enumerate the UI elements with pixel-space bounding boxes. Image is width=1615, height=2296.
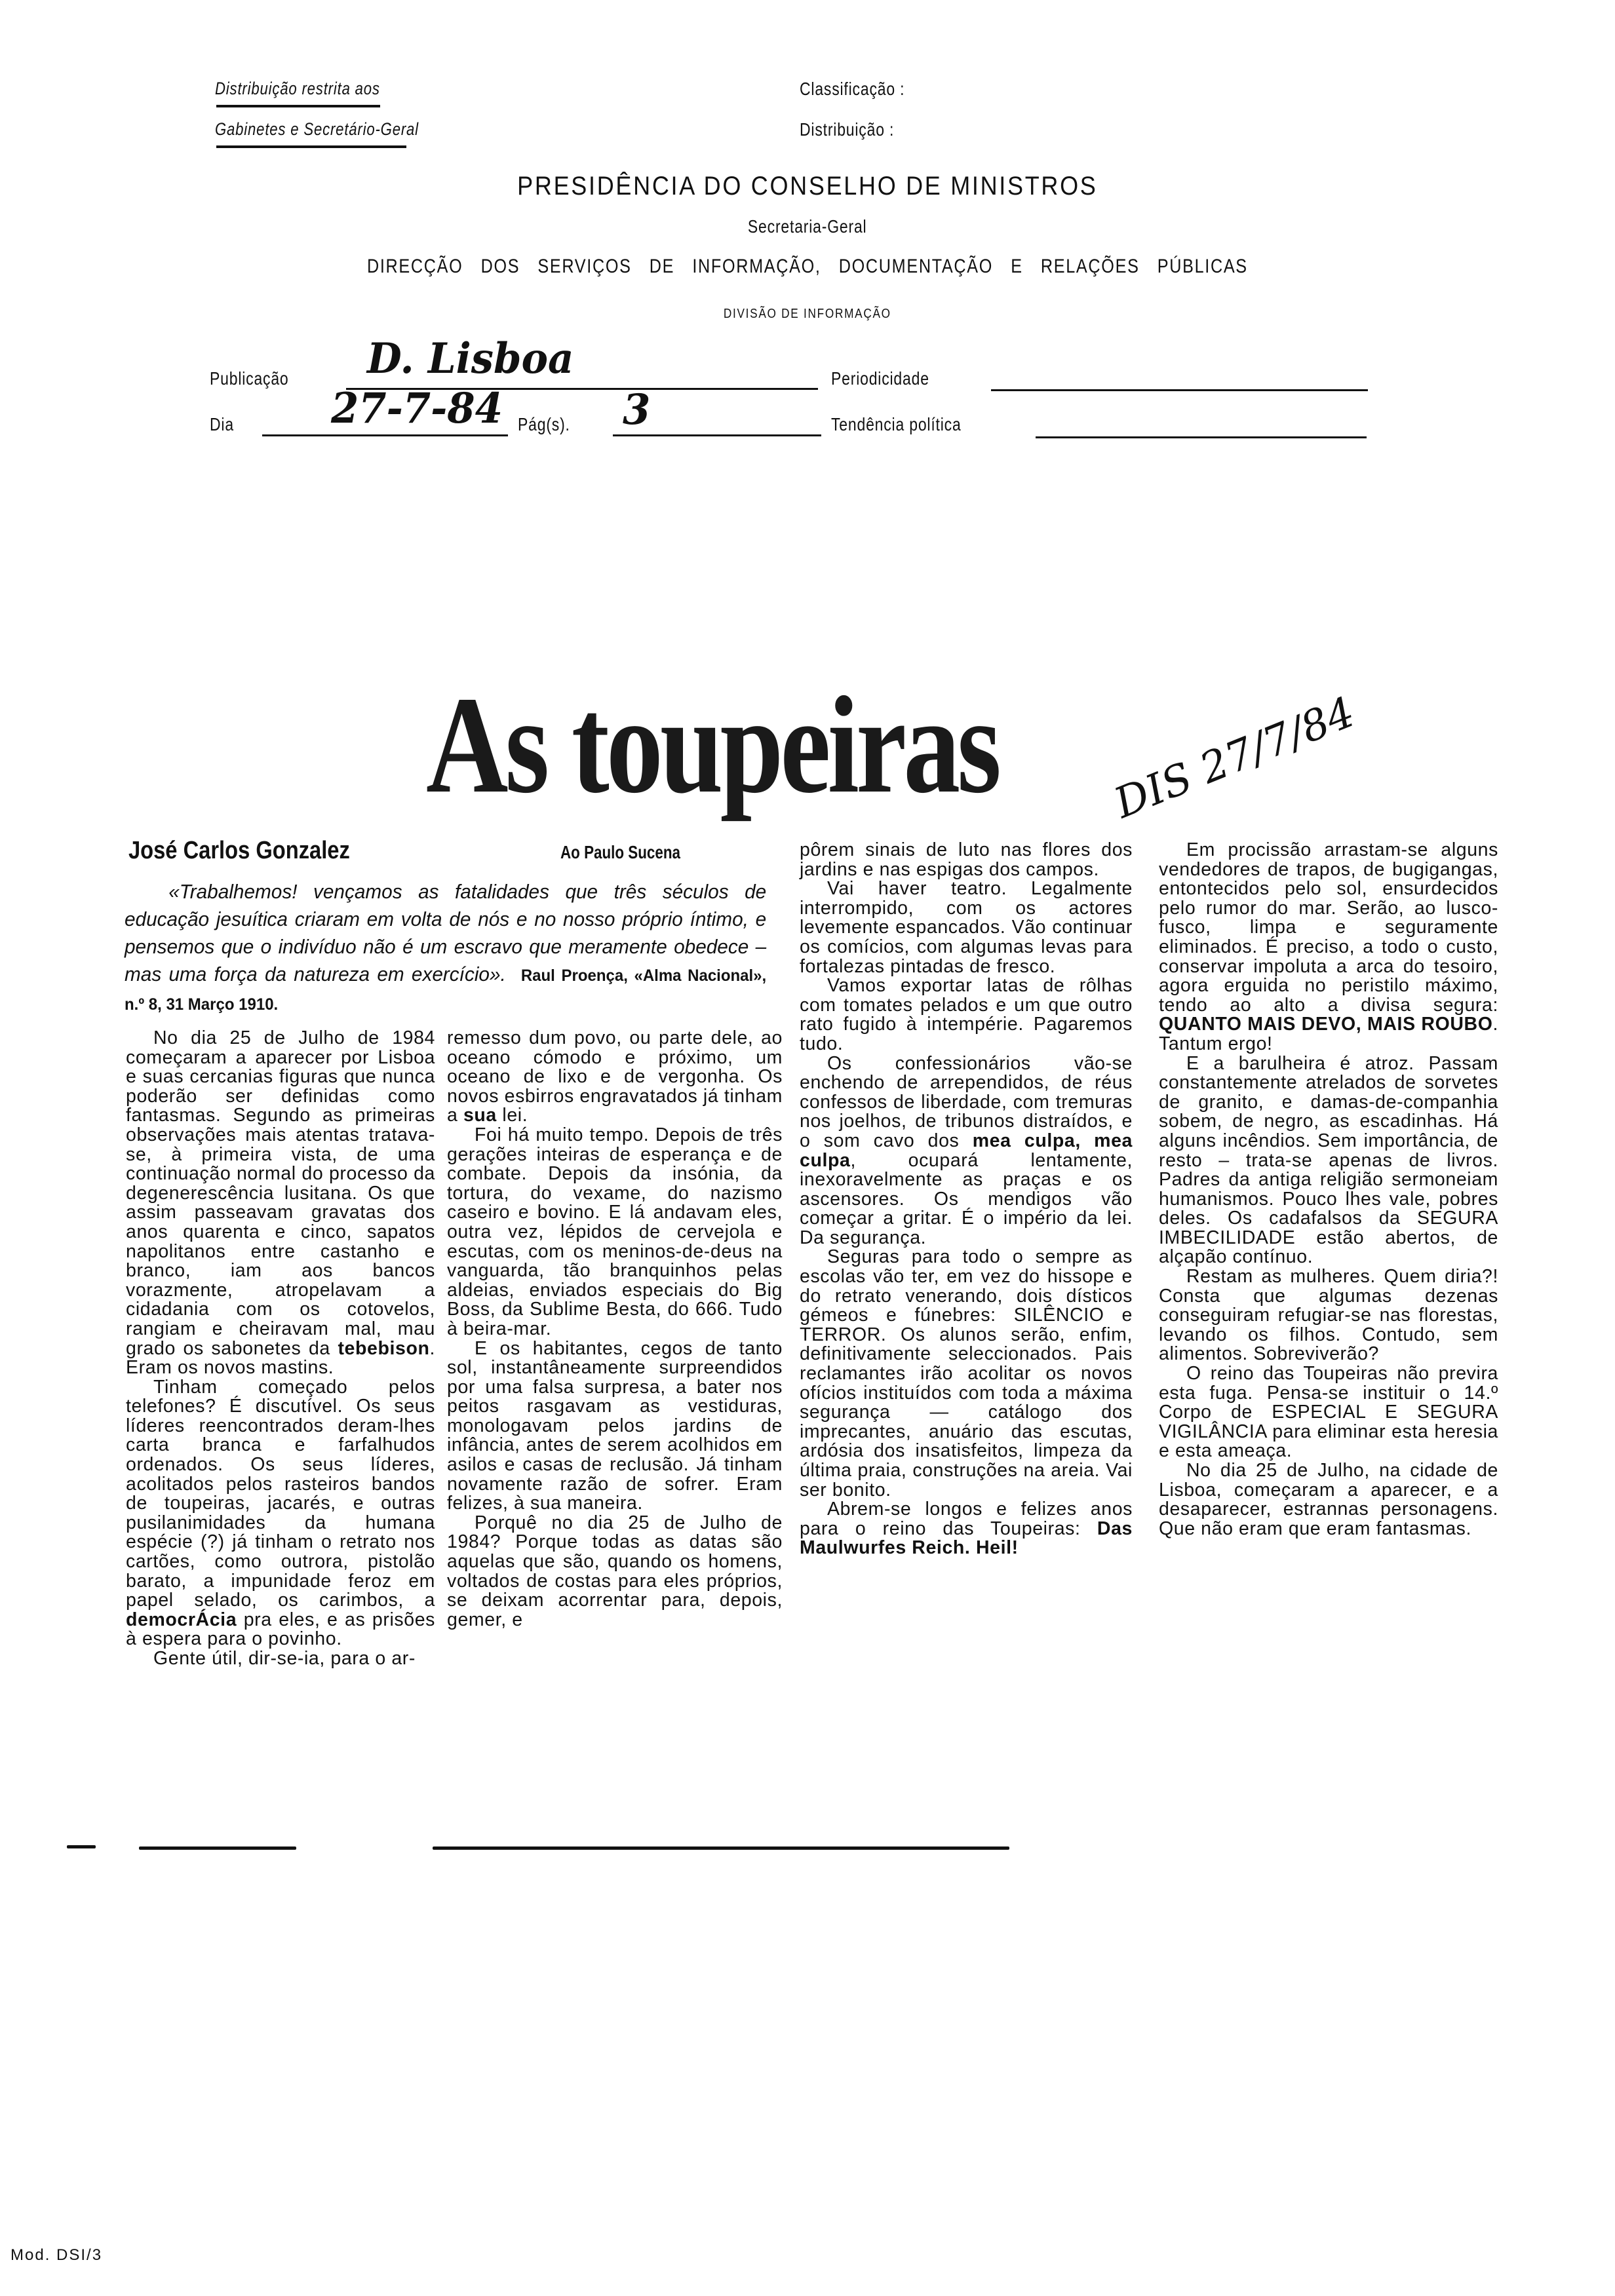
- day-label: Dia: [210, 414, 234, 434]
- periodicity-rule: [991, 389, 1368, 391]
- article-column-3: [800, 841, 1133, 1558]
- distribution-restricted-line2: Gabinetes e Secretário-Geral: [215, 119, 419, 139]
- underline: [216, 105, 380, 107]
- headline: As toupeiras: [426, 668, 998, 822]
- epigraph-citation: Raul Proença, «Alma Nacional», n.º 8, 31 Março 1910.: [125, 966, 767, 1014]
- article-paragraph: Em procissão arrastam-se alguns vendedores de trapos, de bugigangas, entontecidos pelo sol, ensurdecidos pelo rumor do mar. Serão, ao lusco-fusco, limpa e seguramente eliminados. É preciso, a todo o custo, conservar impoluta a arca do tesoiro, agora erguida no peristilo máximo, tendo ao alto a divisa segura: QUANTO MAIS DEVO, MAIS ROUBO. Tantum ergo!: [1159, 839, 1498, 1054]
- pages-rule: [613, 434, 821, 436]
- publication-label: Publicação: [210, 368, 289, 389]
- division-title: DIVISÃO DE INFORMAÇÃO: [724, 307, 891, 321]
- article-paragraph: No dia 25 de Julho de 1984 começaram a aparecer por Lisboa e suas cercanias figuras que nunca poderão ser definidas como fantasmas. Segundo as primeiras observações mais atentas tratava-se, à primeira vista, de uma continuação normal do processo da degenerescência lusitana. Os que assim passeavam gravatas dos anos quarenta e cinco, sapatos napolitanos entre castanho e branco, iam aos bancos vorazmente, atropelavam a cidadania com os cotovelos, rangiam e cheiravam mal, mau grado os sabonetes da tebebison. Eram os novos mastins.: [126, 1027, 435, 1379]
- author-byline: José Carlos Gonzalez: [128, 837, 350, 864]
- article-paragraph: Gente útil, dir-se-ia, para o ar-: [153, 1648, 416, 1669]
- epigraph-quote: «Trabalhemos! vençamos as fatalidades que três séculos de educação jesuítica criaram em volta de nós e no nosso próprio íntimo, e pensemos que o indivíduo não é um escravo que meramente obedece – mas uma força da natureza em exercício».: [125, 880, 767, 985]
- article-paragraph: Restam as mulheres. Quem diria?! Consta que algumas dezenas conseguiram refugiar-se nas florestas, levando os filhos. Contudo, sem alimentos. Sobreviverão?: [1159, 1266, 1498, 1365]
- epigraph: [125, 878, 766, 1018]
- division-wrap: [0, 307, 1615, 322]
- classification-label: Classificação :: [800, 79, 905, 99]
- directorate-wrap: [0, 256, 1615, 278]
- article-column-4: [1159, 841, 1498, 1539]
- article-column-2: [447, 1029, 783, 1630]
- article-paragraph: Vamos exportar latas de rôlhas com tomates pelados e um que outro rato fugido à intempérie. Pagaremos tudo.: [800, 975, 1133, 1054]
- article-paragraph: pôrem sinais de luto nas flores dos jardins e nas espigas dos campos.: [800, 839, 1133, 880]
- distribution-label: Distribuição :: [800, 119, 895, 140]
- day-rule: [262, 434, 508, 436]
- distribution-restricted-line1: Distribuição restrita aos: [215, 79, 380, 98]
- political-tendency-rule: [1036, 436, 1367, 438]
- column-end-rule: [787, 1846, 1009, 1850]
- dedication: Ao Paulo Sucena: [560, 842, 680, 862]
- pages-label: Pág(s).: [518, 414, 570, 434]
- secretariat-wrap: [0, 216, 1615, 237]
- emphasis-text: QUANTO MAIS DEVO, MAIS ROUBO: [1159, 1014, 1493, 1035]
- article-column-1: [126, 1029, 435, 1669]
- underline: [216, 145, 406, 148]
- article-paragraph: No dia 25 de Julho, na cidade de Lisboa, começaram a aparecer, e a desaparecer, estrannas personagens. Que não eram que eram fantasmas.: [1159, 1460, 1498, 1539]
- institution-title-wrap: [0, 172, 1615, 201]
- form-code: Mod. DSI/3: [10, 2246, 103, 2264]
- article-paragraph: Vai haver teatro. Legalmente interrompido, com os actores levemente espancados. Vão continuar os comícios, com algumas levas para fortalezas pintadas de fresco.: [800, 878, 1133, 977]
- pages-field[interactable]: 3: [623, 385, 651, 434]
- emphasis-text: sua: [463, 1105, 497, 1126]
- article-paragraph: E a barulheira é atroz. Passam constantemente atrelados de sorvetes de granito, e damas-de-companhia sobem, de negro, as escadinhas. Há alguns incêndios. Sem importância, de resto – trata-se apenas de livros. Padres da antiga religião sermoneiam humanismos. Pouco lhes vale, pobres deles. Os cadafalsos da SEGURA IMBECILIDADE estão abertos, de alçapão contínuo.: [1159, 1052, 1498, 1268]
- article-paragraph: Seguras para todo o sempre as escolas vão ter, em vez do hissope e do retrato venerando, dois dísticos gémeos e fúnebres: SILÊNCIO e TERROR. Os alunos serão, enfim, definitivamente seleccionados. Pais reclamantes irão acolitar os novos ofícios instituídos com toda a máxima segurança — catálogo dos imprecantes, anuário das escutas, ardósia dos insatisfeitos, limpeza da última praia, construções na areia. Vai ser bonito.: [800, 1246, 1133, 1501]
- column-end-rule: [67, 1845, 96, 1848]
- emphasis-text: democrÁcia: [126, 1609, 237, 1630]
- institution-title: PRESIDÊNCIA DO CONSELHO DE MINISTROS: [517, 172, 1098, 201]
- emphasis-text: tebebison: [338, 1337, 430, 1359]
- article-paragraph: Tinham começado pelos telefones? É discutível. Os seus líderes reencontrados deram-lhes carta branca e farfalhudos ordenados. Os seus líderes, acolitados pelos rasteiros bandos de toupeiras, jacarés, e outras pusilanimidades da humana espécie (?) já tinham o retrato nos cartões, como outrora, pistolão barato, a impunidade feroz em papel selado, os carimbos, a democrÁcia pra eles, e as prisões à espera para o povinho.: [126, 1376, 435, 1650]
- handwritten-stamp: DIS 27/7/84: [1108, 688, 1362, 828]
- article-paragraph: O reino das Toupeiras não previra esta fuga. Pensa-se instituir o 14.º Corpo de ESPECIAL E SEGURA VIGILÂNCIA para eliminar esta heresia e esta ameaça.: [1159, 1363, 1498, 1462]
- political-tendency-label: Tendência política: [831, 414, 962, 434]
- article-paragraph: Abrem-se longos e felizes anos para o reino das Toupeiras: Das Maulwurfes Reich. Heil!: [800, 1499, 1133, 1559]
- column-end-rule: [139, 1846, 296, 1850]
- column-end-rule: [433, 1846, 806, 1850]
- directorate-title: DIRECÇÃO DOS SERVIÇOS DE INFORMAÇÃO, DOCUMENTAÇÃO E RELAÇÕES PÚBLICAS: [367, 256, 1248, 277]
- article-paragraph: Porquê no dia 25 de Julho de 1984? Porque todas as datas são aquelas que são, quando os homens, voltados de costas para eles próprios, se deixam acorrentar para, depois, gemer, e: [447, 1512, 783, 1630]
- day-field[interactable]: 27-7-84: [331, 384, 503, 433]
- emphasis-text: mea culpa, mea culpa: [800, 1130, 1133, 1171]
- article-paragraph: remesso dum povo, ou parte dele, ao oceano cómodo e próximo, um oceano de lixo e de vergonha. Os novos esbirros engravatados já tinham a sua lei.: [447, 1027, 783, 1126]
- periodicity-label: Periodicidade: [831, 368, 929, 389]
- publication-field[interactable]: D. Lisboa: [367, 334, 574, 383]
- epigraph-text: [125, 878, 766, 1018]
- article-paragraph: Foi há muito tempo. Depois de três gerações inteiras de esperança e de combate. Depois da insónia, da tortura, do vexame, do nazismo caseiro e bovino. E lá andavam eles, outra vez, lépidos de cervejola e escutas, com os meninos-de-deus na vanguarda, tão branquinhos pelas aldeias, enviados especiais do Big Boss, da Sublime Besta, do 666. Tudo à beira-mar.: [447, 1124, 783, 1339]
- article-paragraph: Os confessionários vão-se enchendo de arrependidos, de réus confessos de liberdade, com tremuras nos joelhos, de tribunos distraídos, e o som cavo dos mea culpa, mea culpa, ocupará lentamente, inexoravelmente as praças e os ascensores. Os mendigos vão começar a gritar. É o império da lei. Da segurança.: [800, 1052, 1133, 1248]
- emphasis-text: Das Maulwurfes Reich. Heil!: [800, 1518, 1133, 1559]
- article-paragraph: E os habitantes, cegos de tanto sol, instantâneamente surpreendidos por uma falsa surpresa, a bater nos peitos rasgavam as vestiduras, monologavam pelos jardins de infância, antes de serem acolhidos em asilos e casas de reclusão. Já tinham novamente razão de sofrer. Eram felizes, à sua maneira.: [447, 1337, 783, 1514]
- secretariat-title: Secretaria-Geral: [748, 216, 867, 237]
